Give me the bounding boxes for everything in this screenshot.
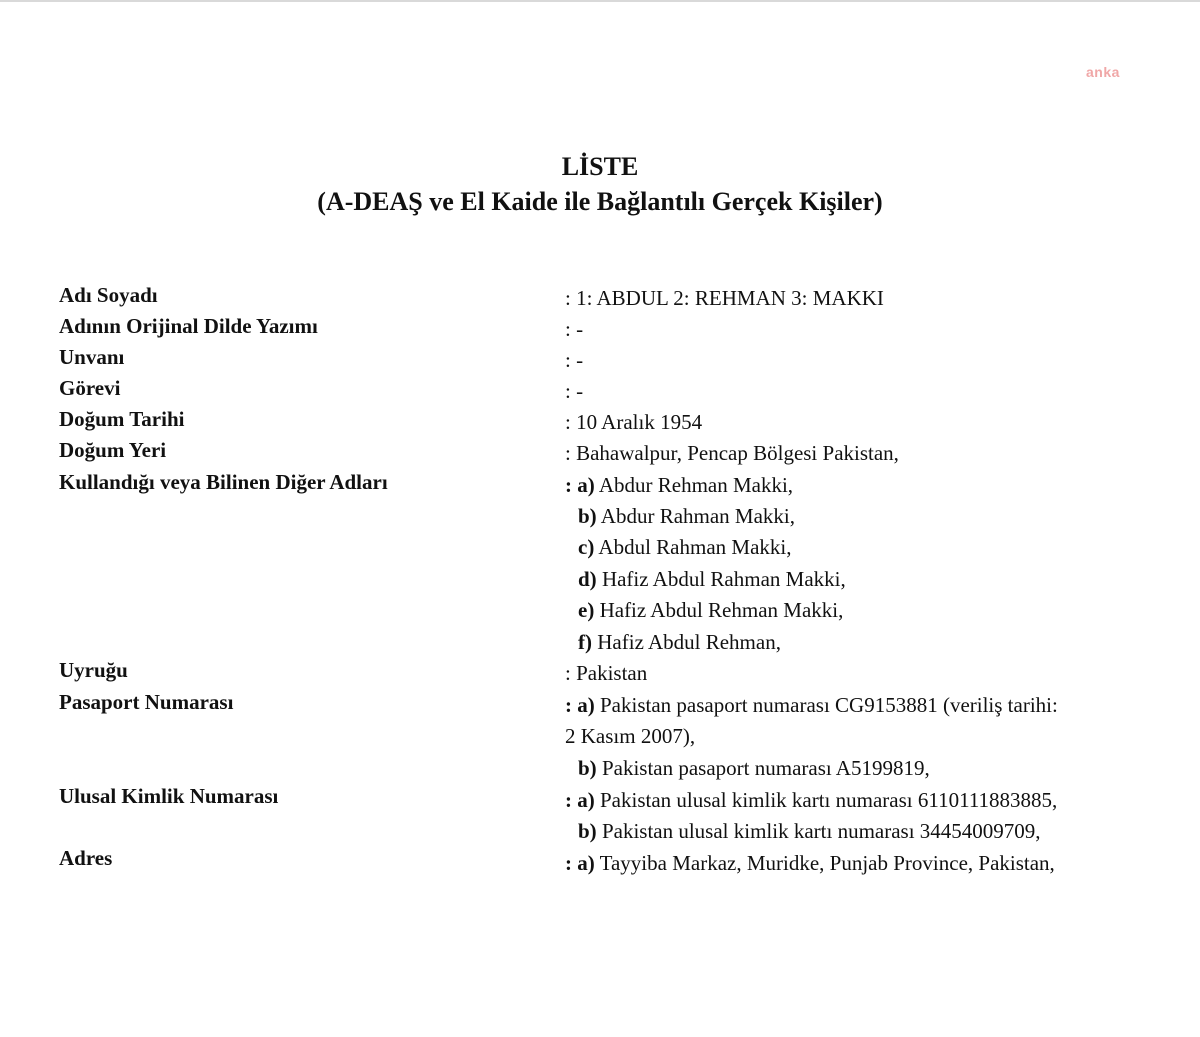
national-id-text: Pakistan ulusal kimlik kartı numarası 6110111883885,: [594, 788, 1058, 812]
document-title: LİSTE: [561, 152, 639, 181]
label-adi-soyadi: Adı Soyadı: [59, 283, 158, 307]
label-orijinal-dil: Adının Orijinal Dilde Yazımı: [59, 314, 318, 338]
alias-text: Hafiz Abdul Rehman,: [592, 630, 781, 654]
national-id-text: Pakistan ulusal kimlik kartı numarası 34454009709,: [596, 819, 1041, 843]
value-gorevi: : -: [565, 379, 584, 403]
alias-prefix: d): [578, 567, 597, 591]
alias-prefix: b): [578, 504, 597, 528]
alias-item: [578, 565, 846, 593]
value-adi-soyadi: : 1: ABDUL 2: REHMAN 3: MAKKI: [565, 286, 884, 310]
label-pasaport: Pasaport Numarası: [59, 690, 234, 714]
alias-text: Abdur Rehman Makki,: [594, 473, 794, 497]
document-subtitle: (A-DEAŞ ve El Kaide ile Bağlantılı Gerçek Kişiler): [317, 187, 883, 216]
national-id-prefix: b): [578, 819, 597, 843]
label-diger-adlar: Kullandığı veya Bilinen Diğer Adları: [59, 470, 388, 494]
passport-prefix: b): [578, 756, 597, 780]
alias-item: [578, 502, 795, 530]
value-unvani: : -: [565, 348, 584, 372]
alias-item: [578, 628, 781, 656]
label-ulusal-kimlik: Ulusal Kimlik Numarası: [59, 784, 279, 808]
label-dogum-yeri: Doğum Yeri: [59, 438, 167, 462]
address-text: Tayyiba Markaz, Muridke, Punjab Province, Pakistan,: [594, 851, 1055, 875]
passport-text: Pakistan pasaport numarası CG9153881 (veriliş tarihi:: [594, 693, 1058, 717]
label-adres: Adres: [59, 846, 113, 870]
passport-item: [578, 754, 930, 782]
alias-prefix: e): [578, 598, 595, 622]
address-item: [565, 849, 1055, 877]
value-orijinal-dil: : -: [565, 317, 584, 341]
alias-prefix: : a): [565, 473, 595, 497]
passport-text: 2 Kasım 2007),: [565, 724, 696, 748]
value-dogum-tarihi: : 10 Aralık 1954: [565, 410, 703, 434]
alias-text: Hafiz Abdul Rahman Makki,: [596, 567, 846, 591]
alias-text: Hafiz Abdul Rehman Makki,: [594, 598, 844, 622]
label-gorevi: Görevi: [59, 376, 121, 400]
page-top-border: [0, 0, 1200, 2]
value-uyrugu: : Pakistan: [565, 661, 648, 685]
alias-item: [565, 471, 793, 499]
value-dogum-yeri: : Bahawalpur, Pencap Bölgesi Pakistan,: [565, 441, 899, 465]
anka-watermark: anka: [1086, 64, 1120, 80]
alias-item: [578, 533, 791, 561]
passport-item: [565, 691, 1058, 719]
passport-item: [565, 722, 695, 750]
national-id-item: [578, 817, 1041, 845]
label-dogum-tarihi: Doğum Tarihi: [59, 407, 185, 431]
passport-prefix: : a): [565, 693, 595, 717]
label-uyrugu: Uyruğu: [59, 658, 128, 682]
passport-text: Pakistan pasaport numarası A5199819,: [596, 756, 930, 780]
national-id-prefix: : a): [565, 788, 595, 812]
address-prefix: : a): [565, 851, 595, 875]
alias-prefix: c): [578, 535, 595, 559]
alias-text: Abdul Rahman Makki,: [594, 535, 792, 559]
alias-text: Abdur Rahman Makki,: [596, 504, 795, 528]
national-id-item: [565, 786, 1057, 814]
alias-item: [578, 596, 843, 624]
label-unvani: Unvanı: [59, 345, 125, 369]
alias-prefix: f): [578, 630, 592, 654]
